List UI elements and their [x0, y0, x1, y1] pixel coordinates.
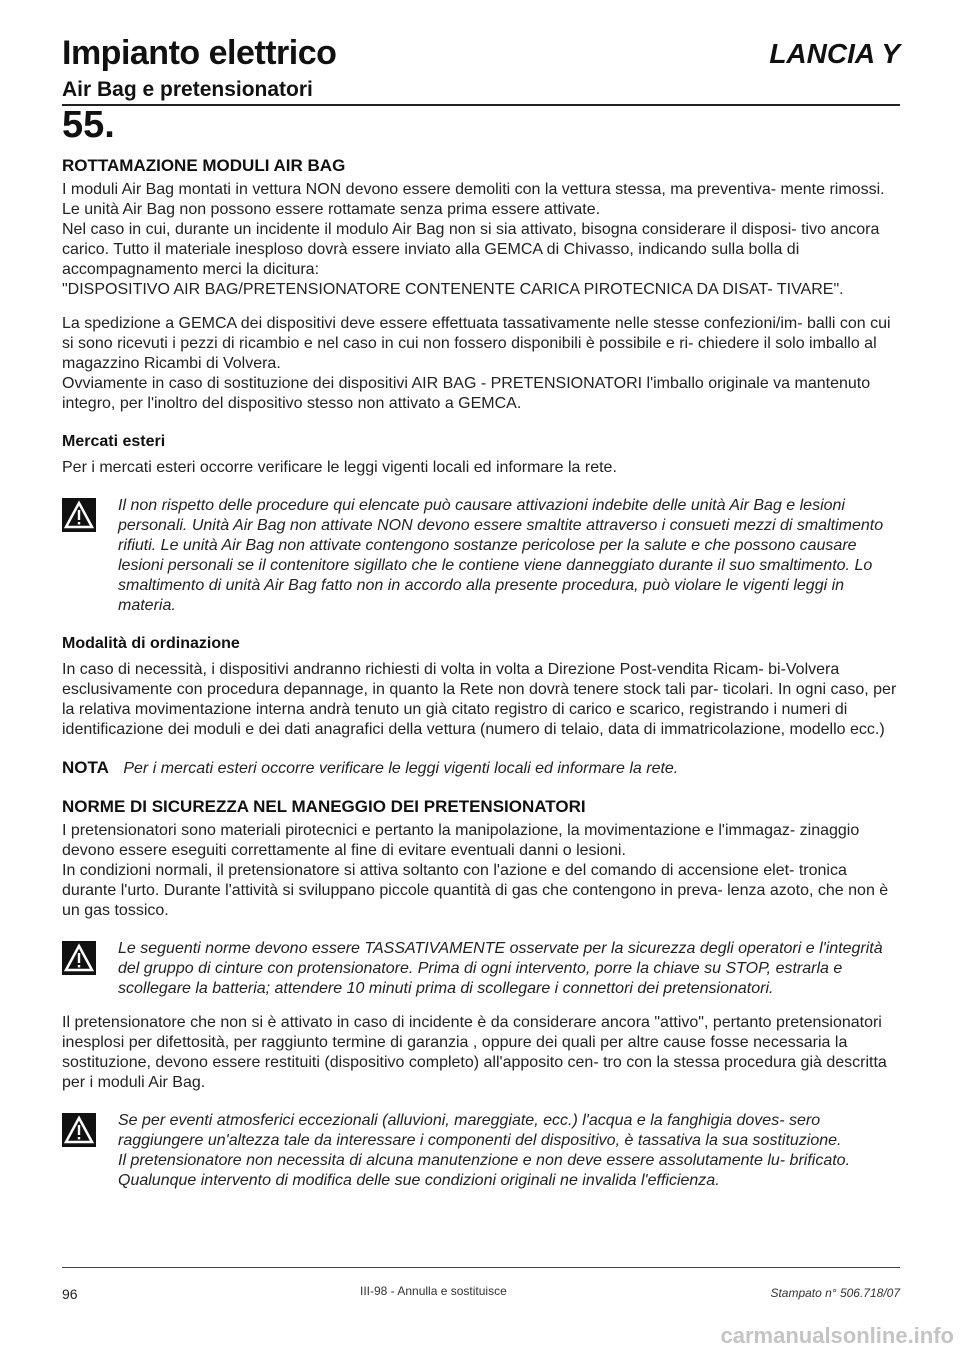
brand-label: LANCIA Y: [769, 38, 900, 69]
warning-line: Se per eventi atmosferici eccezionali (alluvioni, mareggiate, ecc.) l'acqua e la fanghigia doves- sero raggiungere un'altezza tale da interessare i componenti del dispositivo, è tassativa la sua sostituzione.: [118, 1112, 842, 1149]
warning-triangle-icon: [62, 941, 96, 975]
paragraph: La spedizione a GEMCA dei dispositivi deve essere effettuata tassativamente nelle stesse confezioni/im- balli con cui si sono ricevuti i pezzi di ricambio e nel caso in cui non fossero disponibili è possibile e ri- chiedere il solo imballo al magazzino Ricambi di Volvera.: [62, 315, 891, 372]
warning-text: [118, 1111, 900, 1191]
watermark: carmanualsonline.info: [720, 1323, 954, 1348]
paragraph: Ovviamente in caso di sostituzione dei dispositivi AIR BAG - PRETENSIONATORI l'imballo originale va mantenuto integro, per l'inoltro del dispositivo stesso non attivato a GEMCA.: [62, 375, 871, 412]
paragraph: I pretensionatori sono materiali pirotecnici e pertanto la manipolazione, la movimentazione e l'immagaz- zinaggio devono essere eseguiti correttamente al fine di evitare eventuali danni o lesioni.: [62, 822, 860, 859]
warning-line: Il pretensionatore non necessita di alcuna manutenzione e non deve essere assolutamente lu- brificato. Qualunque intervento di modifica delle sue condizioni originali ne invalida l'efficienza.: [118, 1152, 851, 1189]
nota-line: [62, 758, 900, 779]
paragraph: Per i mercati esteri occorre verificare le leggi vigenti locali ed informare la rete.: [62, 459, 617, 476]
paragraph: In caso di necessità, i dispositivi andranno richiesti di volta in volta a Direzione Post-vendita Ricam- bi-Volvera esclusivamente con procedura depannage, in quanto la Rete non dovrà tenere stock tali par- ticolari. In ogni caso, per la relativa movimentazione interna andrà tenuto un già citato registro di carico e scarico, registrando i numeri di identificazione dei moduli e dei dati anagrafici della vettura (numero di telaio, data di immatricolazione, modello ecc.): [62, 661, 897, 738]
paragraph: I moduli Air Bag montati in vettura NON devono essere demoliti con la vettura stessa, ma preventiva- mente rimossi.: [62, 181, 885, 198]
warning-block: [62, 939, 900, 999]
paragraph: "DISPOSITIVO AIR BAG/PRETENSIONATORE CONTENENTE CARICA PIROTECNICA DA DISAT- TIVARE".: [62, 281, 844, 298]
heading-norme-sicurezza: NORME DI SICUREZZA NEL MANEGGIO DEI PRETENSIONATORI: [62, 797, 586, 816]
warning-block: [62, 1111, 900, 1191]
nota-label: NOTA: [62, 758, 109, 777]
warning-text: Le seguenti norme devono essere TASSATIVAMENTE osservate per la sicurezza degli operatori e l'integrità del gruppo di cinture con protensionatore. Prima di ogni intervento, porre la chiave su STOP, estrarla e scollegare la batteria; attendere 10 minuti prima di scollegare i connettori dei pretensionatori.: [118, 940, 883, 997]
header-divider: [62, 104, 900, 106]
page-number: 96: [62, 1286, 78, 1302]
heading-rottamazione: ROTTAMAZIONE MODULI AIR BAG: [62, 156, 346, 175]
paragraph: Nel caso in cui, durante un incidente il modulo Air Bag non si sia attivato, bisogna considerare il disposi- tivo ancora carico. Tutto il materiale inesploso dovrà essere inviato alla GEMCA di Chivasso, indicando sulla bolla di accompagnamento merci la dicitura:: [62, 221, 880, 278]
paragraph: Le unità Air Bag non possono essere rottamate senza prima essere attivate.: [62, 201, 601, 218]
footer-print-code: Stampato n° 506.718/07: [770, 1286, 900, 1300]
heading-mercati-esteri: Mercati esteri: [62, 433, 166, 450]
footer-divider: [62, 1267, 900, 1268]
section-number: 55.: [62, 104, 115, 146]
warning-triangle-icon: [62, 1113, 96, 1147]
paragraph: Il pretensionatore che non si è attivato in caso di incidente è da considerare ancora "attivo", pertanto pretensionatori inesplosi per difettosità, per raggiunto termine di garanzia , oppure dei quali per altre cause fosse necessaria la sostituzione, devono essere restituiti (dispositivo completo) all'apposito cen- tro con la stessa procedura già descritta per i moduli Air Bag.: [62, 1014, 887, 1091]
footer-revision: III-98 - Annulla e sostituisce: [360, 1284, 507, 1298]
page-subtitle: Air Bag e pretensionatori: [62, 78, 313, 101]
warning-block: [62, 496, 900, 616]
page-title: Impianto elettrico: [62, 34, 337, 72]
paragraph: In condizioni normali, il pretensionatore si attiva soltanto con l'azione e del comando di accensione elet- tronica durante l'urto. Durante l'attività si sviluppano piccole quantità di gas che contengono in preva- lenza azoto, che non è un gas tossico.: [62, 862, 889, 919]
nota-text: Per i mercati esteri occorre verificare le leggi vigenti locali ed informare la rete.: [123, 760, 679, 777]
warning-triangle-icon: [62, 498, 96, 532]
page-content: [62, 156, 900, 1191]
heading-modalita-ordinazione: Modalità di ordinazione: [62, 635, 240, 652]
warning-text: Il non rispetto delle procedure qui elencate può causare attivazioni indebite delle unità Air Bag e lesioni personali. Unità Air Bag non attivate NON devono essere smaltite attraverso i consueti mezzi di smaltimento rifiuti. Le unità Air Bag non attivate contengono sostanze pericolose per la salute e che possono causare lesioni personali se il contenitore sigillato che le contiene viene danneggiato durante il suo smaltimento. Lo smaltimento di unità Air Bag fatto non in accordo alla presente procedura, può violare le vigenti leggi in materia.: [118, 497, 884, 614]
